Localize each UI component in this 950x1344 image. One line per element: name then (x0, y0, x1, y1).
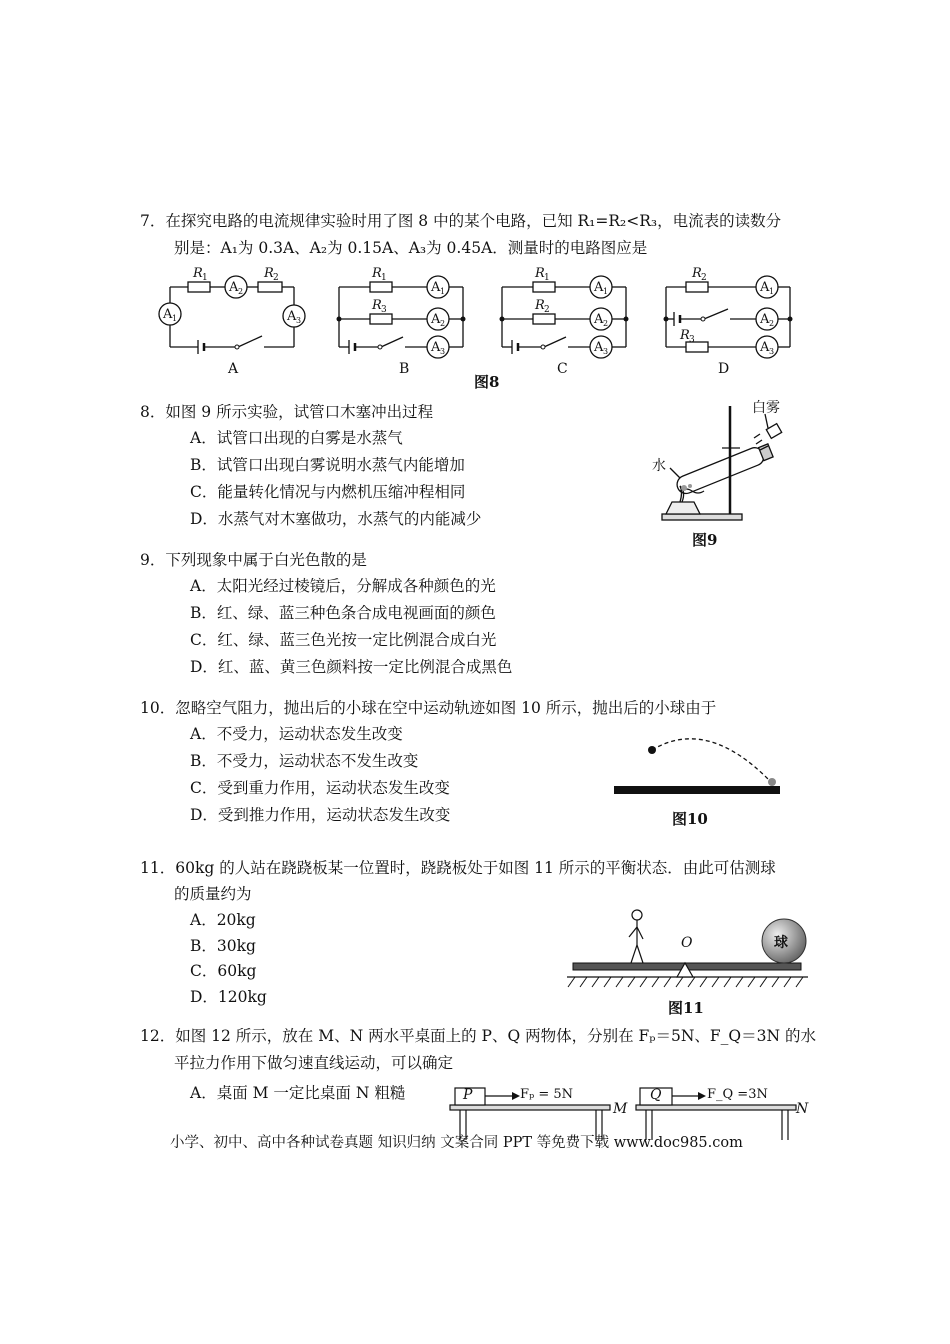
svg-text:1: 1 (172, 314, 178, 323)
svg-text:2: 2 (238, 287, 244, 296)
q11-line1: 11．60kg 的人站在跷跷板某一位置时，跷跷板处于如图 11 所示的平衡状态．由此可估测球 (140, 859, 776, 877)
circuit-c-diagram (498, 262, 638, 362)
q7-line1: 7．在探究电路的电流规律实验时用了图 8 中的某个电路，已知 R₁=R₂<R₃，电流表的读数分 (140, 212, 782, 230)
svg-text:3: 3 (381, 305, 387, 315)
figure-8-caption: 图8 (474, 373, 500, 391)
svg-text:R: R (372, 266, 382, 281)
svg-text:R: R (535, 298, 545, 313)
svg-text:A: A (760, 312, 770, 327)
figure-12-label-m: M (613, 1101, 628, 1117)
svg-text:R: R (680, 328, 690, 343)
q9-option-a: A．太阳光经过棱镜后，分解成各种颜色的光 (190, 577, 496, 595)
q11-option-d: D．120kg (190, 988, 267, 1006)
svg-text:A: A (594, 340, 604, 355)
svg-text:A: A (760, 280, 770, 295)
q9-option-c: C．红、绿、蓝三色光按一定比例混合成白光 (190, 631, 497, 649)
svg-text:1: 1 (544, 273, 550, 283)
q10-option-a: A．不受力，运动状态发生改变 (190, 725, 403, 743)
svg-text:2: 2 (440, 319, 446, 328)
svg-text:A: A (594, 312, 604, 327)
circuit-b-diagram (335, 262, 475, 362)
q12-line2: 平拉力作用下做匀速直线运动，可以确定 (174, 1054, 454, 1072)
svg-text:A: A (431, 280, 441, 295)
figure-11-label-pivot: O (681, 935, 693, 951)
q12-option-a: A．桌面 M 一定比桌面 N 粗糙 (190, 1084, 406, 1102)
figure-10-caption: 图10 (672, 810, 708, 828)
q10-option-d: D．受到推力作用，运动状态发生改变 (190, 806, 451, 824)
q11-line2: 的质量约为 (174, 885, 252, 903)
figure-12-label-p: P (463, 1087, 473, 1103)
svg-text:R: R (535, 266, 545, 281)
q11-option-a: A．20kg (190, 911, 256, 929)
svg-text:R: R (372, 298, 382, 313)
figure-11-label-ball: 球 (774, 935, 788, 951)
q8-option-b: B．试管口出现白雾说明水蒸气内能增加 (190, 456, 465, 474)
svg-text:3: 3 (689, 335, 695, 345)
q9-stem: 9．下列现象中属于白光色散的是 (140, 551, 367, 569)
footer-watermark-text: 小学、初中、高中各种试卷真题 知识归纳 文案合同 PPT 等免费下载 www.doc985.com (170, 1135, 743, 1151)
svg-text:2: 2 (544, 305, 550, 315)
circuit-label-c: C (557, 361, 568, 377)
circuit-a-diagram (150, 262, 310, 357)
q8-option-d: D．水蒸气对木塞做功，水蒸气的内能减少 (190, 510, 482, 528)
q9-option-b: B．红、绿、蓝三种色条合成电视画面的颜色 (190, 604, 496, 622)
q7-line2: 别是：A₁为 0.3A、A₂为 0.15A、A₃为 0.45A．测量时的电路图应是 (174, 239, 648, 257)
svg-text:2: 2 (701, 273, 707, 283)
circuit-label-b: B (399, 361, 410, 377)
svg-text:1: 1 (440, 287, 446, 296)
q8-option-a: A．试管口出现的白雾是水蒸气 (190, 429, 403, 447)
q9-option-d: D．红、蓝、黄三色颜料按一定比例混合成黑色 (190, 658, 513, 676)
resistor-r1 (188, 282, 210, 292)
svg-text:R: R (692, 266, 702, 281)
q10-stem: 10．忽略空气阻力，抛出后的小球在空中运动轨迹如图 10 所示，抛出后的小球由于 (140, 699, 717, 717)
svg-text:A: A (287, 309, 297, 324)
figure-10-trajectory-diagram (612, 735, 782, 797)
circuit-d-diagram (662, 262, 802, 362)
figure-9-label-mist: 白雾 (752, 400, 780, 416)
q8-option-c: C．能量转化情况与内燃机压缩冲程相同 (190, 483, 466, 501)
q11-option-b: B．30kg (190, 937, 256, 955)
q11-option-c: C．60kg (190, 962, 257, 980)
svg-text:1: 1 (769, 287, 775, 296)
svg-text:2: 2 (273, 273, 279, 283)
svg-text:3: 3 (296, 316, 302, 325)
figure-9-label-water: 水 (652, 458, 666, 474)
svg-text:2: 2 (769, 319, 775, 328)
svg-text:R: R (193, 266, 203, 281)
svg-text:1: 1 (603, 287, 609, 296)
svg-text:R: R (264, 266, 274, 281)
svg-text:A: A (594, 280, 604, 295)
svg-text:1: 1 (202, 273, 208, 283)
q10-option-b: B．不受力，运动状态不发生改变 (190, 752, 419, 770)
svg-text:A: A (229, 280, 239, 295)
figure-12-label-n: N (796, 1101, 809, 1117)
q8-stem: 8．如图 9 所示实验，试管口木塞冲出过程 (140, 403, 434, 421)
figure-11-caption: 图11 (668, 999, 704, 1017)
figure-9-caption: 图9 (692, 531, 718, 549)
svg-text:3: 3 (440, 347, 446, 356)
svg-text:A: A (431, 340, 441, 355)
circuit-label-d: D (718, 361, 730, 377)
resistor-r2 (258, 282, 282, 292)
svg-text:A: A (760, 340, 770, 355)
svg-text:1: 1 (381, 273, 387, 283)
q10-option-c: C．受到重力作用，运动状态发生改变 (190, 779, 450, 797)
figure-12-label-fp: Fₚ = 5N (520, 1087, 574, 1102)
svg-text:A: A (431, 312, 441, 327)
circuit-label-a: A (228, 361, 239, 377)
q12-line1: 12．如图 12 所示，放在 M、N 两水平桌面上的 P、Q 两物体，分别在 Fₚ＝5N、F_Q＝3N 的水 (140, 1027, 816, 1045)
figure-12-label-q: Q (650, 1087, 662, 1103)
svg-text:2: 2 (603, 319, 609, 328)
svg-text:3: 3 (603, 347, 609, 356)
figure-12-label-fq: F_Q =3N (707, 1087, 768, 1102)
svg-text:A: A (163, 307, 173, 322)
svg-text:3: 3 (769, 347, 775, 356)
